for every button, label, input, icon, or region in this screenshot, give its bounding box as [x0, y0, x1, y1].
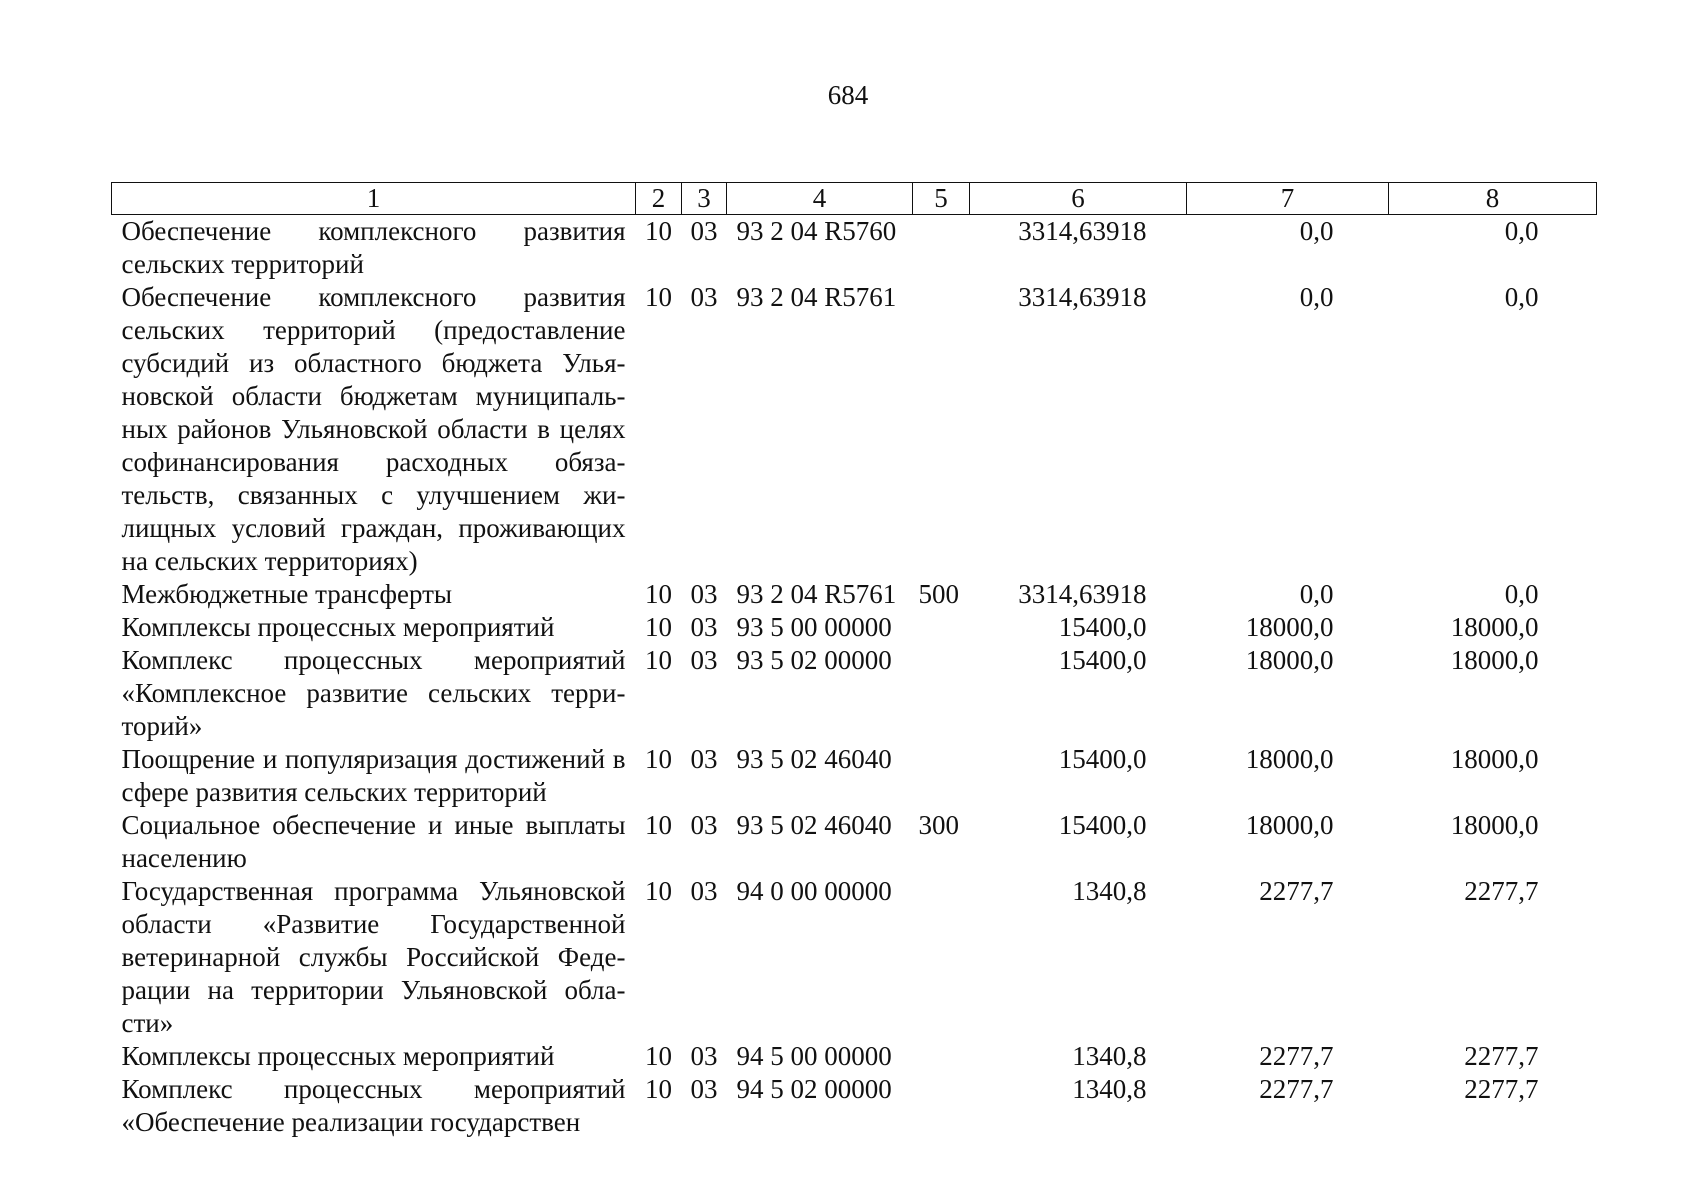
- subsection-cell: 03: [690, 216, 718, 246]
- amount-col7-cell: 2277,7: [1259, 1041, 1334, 1071]
- target-code-cell: 93 5 02 00000: [736, 645, 892, 675]
- section-cell: 10: [645, 612, 672, 642]
- column-header: 4: [727, 183, 913, 215]
- table-row: [112, 1073, 1597, 1139]
- expense-type-cell: [913, 1073, 970, 1139]
- amount-col7-cell: 18000,0: [1245, 810, 1334, 840]
- target-code-cell: 93 2 04 R5761: [736, 579, 897, 609]
- column-header: 8: [1389, 183, 1597, 215]
- table-row: [112, 743, 1597, 809]
- amount-col7-cell: 18000,0: [1245, 612, 1334, 642]
- amount-col8-cell: 0,0: [1504, 579, 1539, 609]
- item-name-cell: Комплекс процессных мероприятий «Обеспечение реализации государствен: [121, 1074, 626, 1137]
- amount-col8-cell: 2277,7: [1464, 1041, 1539, 1071]
- expense-type-cell: [913, 281, 970, 578]
- amount-col8-cell: 0,0: [1504, 216, 1539, 246]
- amount-col7-cell: 2277,7: [1259, 1074, 1334, 1104]
- item-name-cell: Комплексы процессных мероприятий: [121, 1041, 555, 1071]
- section-cell: 10: [645, 1074, 672, 1104]
- table-row: [112, 215, 1597, 282]
- subsection-cell: 03: [690, 612, 718, 642]
- expense-type-cell: 300: [918, 810, 959, 840]
- page-number: 684: [827, 80, 869, 110]
- amount-col7-cell: 18000,0: [1245, 744, 1334, 774]
- section-cell: 10: [645, 282, 672, 312]
- target-code-cell: 93 5 02 46040: [736, 810, 892, 840]
- item-name-cell: Государственная программа Ульяновской области «Развитие Государственной ветеринарной службы Российской Федерации на территории Ульяновской области»: [121, 876, 626, 1038]
- item-name-cell: Социальное обеспечение и иные выплаты населению: [121, 810, 626, 873]
- section-cell: 10: [645, 744, 672, 774]
- amount-col8-cell: 2277,7: [1464, 876, 1539, 906]
- section-cell: 10: [645, 579, 672, 609]
- amount-col6-cell: 15400,0: [1058, 645, 1147, 675]
- amount-col7-cell: 2277,7: [1259, 876, 1334, 906]
- expense-type-cell: [913, 1040, 970, 1073]
- table-row: [112, 875, 1597, 1040]
- section-cell: 10: [645, 1041, 672, 1071]
- expense-type-cell: [913, 875, 970, 1040]
- amount-col6-cell: 3314,63918: [1018, 579, 1147, 609]
- table-row: [112, 281, 1597, 578]
- item-name-cell: Межбюджетные трансферты: [121, 579, 453, 609]
- target-code-cell: 93 5 02 46040: [736, 744, 892, 774]
- target-code-cell: 94 5 02 00000: [736, 1074, 892, 1104]
- amount-col8-cell: 2277,7: [1464, 1074, 1539, 1104]
- table-row: [112, 611, 1597, 644]
- column-header: 6: [970, 183, 1187, 215]
- amount-col6-cell: 1340,8: [1072, 1074, 1147, 1104]
- subsection-cell: 03: [690, 810, 718, 840]
- table-body: [112, 215, 1597, 1140]
- subsection-cell: 03: [690, 282, 718, 312]
- expense-type-cell: [913, 743, 970, 809]
- amount-col8-cell: 18000,0: [1450, 810, 1539, 840]
- amount-col7-cell: 0,0: [1299, 282, 1334, 312]
- table-header-row: [112, 183, 1597, 215]
- subsection-cell: 03: [690, 645, 718, 675]
- amount-col6-cell: 15400,0: [1058, 810, 1147, 840]
- table-row: [112, 578, 1597, 611]
- target-code-cell: 94 5 00 00000: [736, 1041, 892, 1071]
- target-code-cell: 94 0 00 00000: [736, 876, 892, 906]
- target-code-cell: 93 2 04 R5761: [736, 282, 897, 312]
- amount-col8-cell: 18000,0: [1450, 612, 1539, 642]
- amount-col6-cell: 1340,8: [1072, 876, 1147, 906]
- column-header: 2: [636, 183, 682, 215]
- table-row: [112, 644, 1597, 743]
- expense-type-cell: [913, 215, 970, 282]
- subsection-cell: 03: [690, 579, 718, 609]
- amount-col8-cell: 18000,0: [1450, 645, 1539, 675]
- table-row: [112, 1040, 1597, 1073]
- target-code-cell: 93 2 04 R5760: [736, 216, 897, 246]
- amount-col6-cell: 15400,0: [1058, 612, 1147, 642]
- item-name-cell: Комплекс процессных мероприятий «Комплексное развитие сельских территорий»: [121, 645, 626, 741]
- amount-col6-cell: 1340,8: [1072, 1041, 1147, 1071]
- expense-type-cell: 500: [918, 579, 959, 609]
- column-header: 5: [913, 183, 970, 215]
- section-cell: 10: [645, 645, 672, 675]
- column-header: 1: [112, 183, 636, 215]
- amount-col6-cell: 3314,63918: [1018, 216, 1147, 246]
- expense-type-cell: [913, 611, 970, 644]
- amount-col6-cell: 3314,63918: [1018, 282, 1147, 312]
- amount-col8-cell: 18000,0: [1450, 744, 1539, 774]
- subsection-cell: 03: [690, 1041, 718, 1071]
- table-row: [112, 809, 1597, 875]
- subsection-cell: 03: [690, 744, 718, 774]
- section-cell: 10: [645, 216, 672, 246]
- amount-col7-cell: 0,0: [1299, 216, 1334, 246]
- expense-type-cell: [913, 644, 970, 743]
- amount-col7-cell: 0,0: [1299, 579, 1334, 609]
- column-header: 3: [682, 183, 727, 215]
- item-name-cell: Обеспечение комплексного развития сельских территорий (предоставление субсидий из областного бюджета Ульяновской области бюджетам муниципальных районов Ульяновской области в целях софинансирования расходных обязательств, связанных с улучшением жилищных условий граждан, проживающих на сельских территориях): [121, 282, 626, 576]
- subsection-cell: 03: [690, 1074, 718, 1104]
- item-name-cell: Комплексы процессных мероприятий: [121, 612, 555, 642]
- target-code-cell: 93 5 00 00000: [736, 612, 892, 642]
- item-name-cell: Обеспечение комплексного развития сельских территорий: [121, 216, 626, 279]
- item-name-cell: Поощрение и популяризация достижений в сфере развития сельских территорий: [121, 744, 626, 807]
- column-header: 7: [1187, 183, 1389, 215]
- subsection-cell: 03: [690, 876, 718, 906]
- amount-col7-cell: 18000,0: [1245, 645, 1334, 675]
- amount-col8-cell: 0,0: [1504, 282, 1539, 312]
- budget-table: [111, 182, 1597, 1139]
- amount-col6-cell: 15400,0: [1058, 744, 1147, 774]
- section-cell: 10: [645, 810, 672, 840]
- section-cell: 10: [645, 876, 672, 906]
